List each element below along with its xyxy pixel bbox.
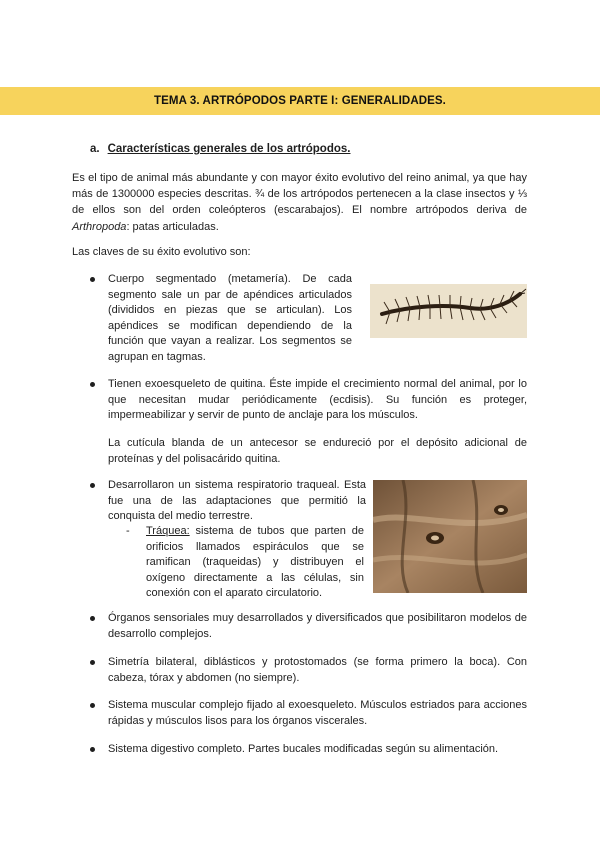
bullet-icon xyxy=(90,277,95,282)
bullet-icon xyxy=(90,660,95,665)
list-item-digestive xyxy=(90,742,527,758)
list-item-text: Sistema muscular complejo fijado al exoesqueleto. Músculos estriados para acciones rápidas y músculos lisos para los órganos viscerales. xyxy=(108,699,527,727)
title-banner xyxy=(0,87,600,115)
list-item-text: Simetría bilateral, diblásticos y protostomados (se forma primero la boca). Con cabeza, tórax y abdomen (no siempre). xyxy=(108,656,527,684)
intro-end: : patas articuladas. xyxy=(126,220,219,233)
trachea-term: Tráquea: xyxy=(146,525,190,537)
section-marker: a. xyxy=(90,143,100,155)
list-item-exoskeleton xyxy=(90,377,527,424)
list-item-text: Cuerpo segmentado (metamería). De cada segmento sale un par de apéndices articulados (divididos en piezas que se articulan). Los apéndices se modifican dependiendo de la función que vayan a realizar. Los segmentos se agrupan en tagmas. xyxy=(108,273,352,363)
list-item-text: Órganos sensoriales muy desarrollados y diversificados que posibilitaron modelos de desarrollo complejos. xyxy=(108,612,527,640)
list-item-text: Desarrollaron un sistema respiratorio traqueal. Esta fue una de las adaptaciones que permitió la conquista del medio terrestre. xyxy=(108,479,366,523)
list-item-text: Sistema digestivo completo. Partes bucales modificadas según su alimentación. xyxy=(108,743,499,755)
section-title: Características generales de los artrópodos. xyxy=(107,143,351,155)
intro-text: Es el tipo de animal más abundante y con mayor éxito evolutivo del reino animal, ya que hay más de 1300000 especies descritas. ¾ de los artrópodos pertenecen a la clase insectos y ⅓ de ellos son del orden coleópteros (escarabajos). El nombre artrópodos deriva de xyxy=(72,172,527,217)
trachea-definition: sistema de tubos que parten de orificios llamados espiráculos que se ramifican (traqueidas) y distribuyen el oxígeno directamente a las células, sin conexión con el aparato circulatorio. xyxy=(146,525,364,600)
bullet-icon xyxy=(90,747,95,752)
bullet-icon xyxy=(90,382,95,387)
centipede-image xyxy=(370,284,527,338)
tracheae-image xyxy=(373,480,527,593)
list-item-text: Tienen exoesqueleto de quitina. Éste impide el crecimiento normal del animal, por lo que necesitan mudar periódicamente (ecdisis). Su función es proteger, impermeabilizar y servir de punto de anclaje para los músculos. xyxy=(108,378,527,422)
dash-marker: - xyxy=(126,525,130,537)
bullet-icon xyxy=(90,483,95,488)
section-heading xyxy=(90,143,350,155)
tracheae-illustration xyxy=(373,480,527,593)
list-item-muscular xyxy=(90,698,527,729)
bullet-icon xyxy=(90,703,95,708)
cuticle-paragraph: La cutícula blanda de un antecesor se endureció por el depósito adicional de proteínas y del polisacárido quitina. xyxy=(108,437,527,466)
intro-italic-term: Arthropoda xyxy=(72,220,127,233)
keys-intro: Las claves de su éxito evolutivo son: xyxy=(72,246,251,258)
list-item-sensory xyxy=(90,611,527,642)
intro-paragraph xyxy=(72,170,527,235)
sublist-item-trachea xyxy=(126,524,364,602)
centipede-illustration xyxy=(370,284,527,338)
list-item-symmetry xyxy=(90,655,527,686)
page-title: TEMA 3. ARTRÓPODOS PARTE I: GENERALIDADES. xyxy=(154,95,446,107)
bullet-icon xyxy=(90,616,95,621)
